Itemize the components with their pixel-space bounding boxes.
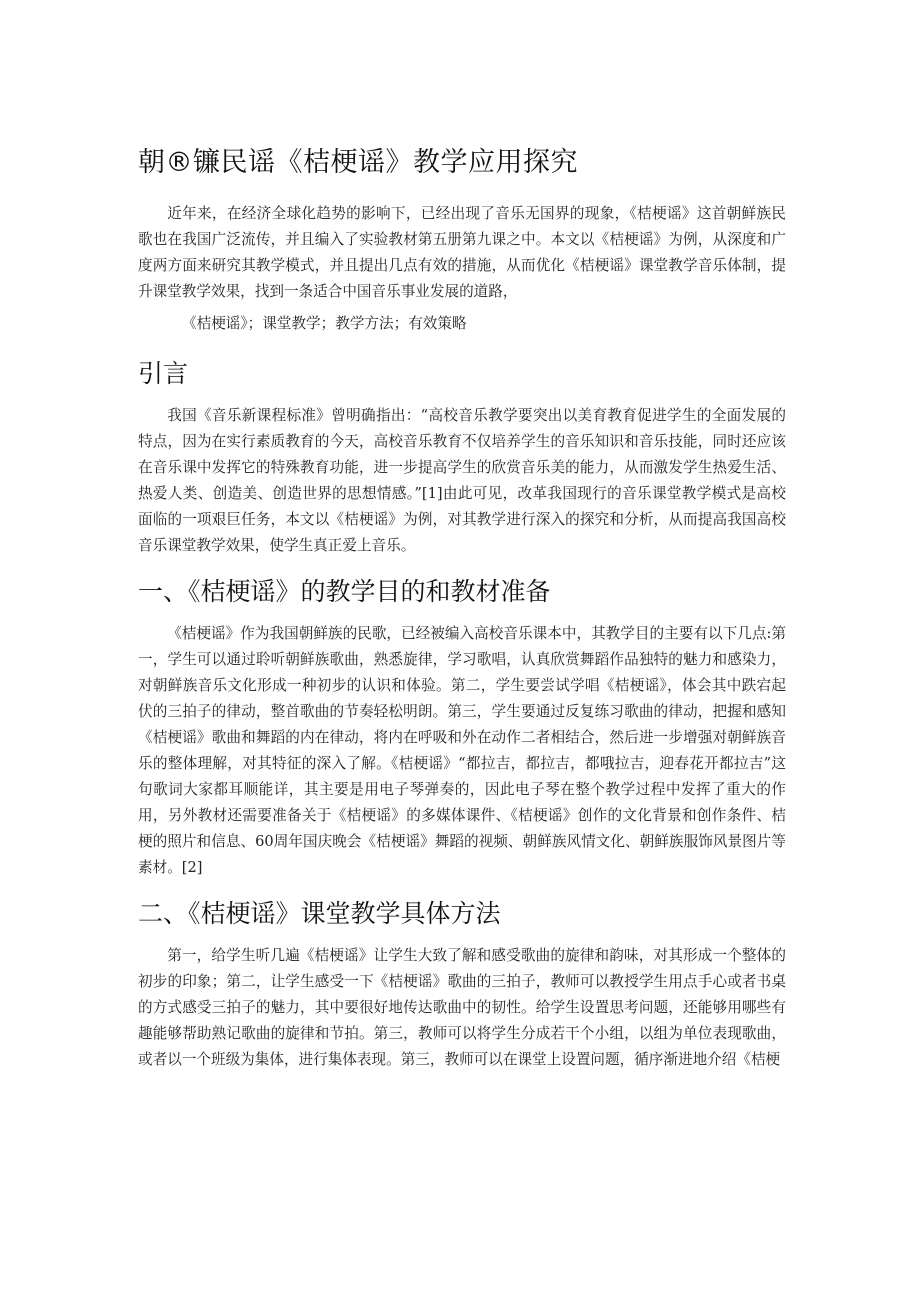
section-heading-1: 一、《桔梗谣》的教学目的和教材准备 (138, 577, 551, 606)
abstract-paragraph: 近年来，在经济全球化趋势的影响下，已经出现了音乐无国界的现象，《桔梗谣》这首朝鲜族民歌也在我国广泛流传，并且编入了实验教材第五册第九课之中。本文以《桔梗谣》为例，从深度和广度两方面来研究其教学模式，并且提出几点有效的措施，从而优化《桔梗谣》课堂教学音乐体制，提升课堂教学效果，找到一条适合中国音乐事业发展的道路， (138, 205, 786, 300)
document-content (138, 143, 786, 1073)
keywords-line: 《桔梗谣》；课堂教学；教学方法；有效策略 (182, 315, 467, 332)
document-title: 朝®镰民谣《桔梗谣》教学应用探究 (138, 147, 578, 178)
section-body-1: 《桔梗谣》作为我国朝鲜族的民歌，已经被编入高校音乐课本中，其教学目的主要有以下几点:第一，学生可以通过聆听朝鲜族歌曲，熟悉旋律，学习歌唱，认真欣赏舞蹈作品独特的魅力和感染力，对朝鲜族音乐文化形成一种初步的认识和体验。第二，学生要尝试学唱《桔梗谣》，体会其中跌宕起伏的三拍子的律动，整首歌曲的节奏轻松明朗。第三，学生要通过反复练习歌曲的律动，把握和感知《桔梗谣》歌曲和舞蹈的内在律动，将内在呼吸和外在动作二者相结合，然后进一步增强对朝鲜族音乐的整体理解，对其特征的深入了解。《桔梗谣》“都拉吉，都拉吉，都哦拉吉，迎春花开都拉吉”这句歌词大家都耳顺能详，其主要是用电子琴弹奏的，因此电子琴在整个教学过程中发挥了重大的作用，另外教材还需要准备关于《桔梗谣》的多媒体课件、《桔梗谣》创作的文化背景和创作条件、桔梗的照片和信息、60周年国庆晚会《桔梗谣》舞蹈的视频、朝鲜族风情文化、朝鲜族服饰风景图片等素材。[2] (138, 625, 786, 876)
section-heading-2: 二、《桔梗谣》课堂教学具体方法 (138, 899, 501, 928)
section-body-intro: 我国《音乐新课程标准》曾明确指出：“高校音乐教学要突出以美育教育促进学生的全面发展的特点，因为在实行素质教育的今天，高校音乐教育不仅培养学生的音乐知识和音乐技能，同时还应该在音乐课中发挥它的特殊教育功能，进一步提高学生的欣赏音乐美的能力，从而激发学生热爱生活、热爱人类、创造美、创造世界的思想情感。”[1]由此可见，改革我国现行的音乐课堂教学模式是高校面临的一项艰巨任务，本文以《桔梗谣》为例，对其教学进行深入的探究和分析，从而提高我国高校音乐课堂教学效果，使学生真正爱上音乐。 (138, 407, 786, 554)
section-body-2: 第一，给学生听几遍《桔梗谣》让学生大致了解和感受歌曲的旋律和韵味，对其形成一个整体的初步的印象；第二，让学生感受一下《桔梗谣》歌曲的三拍子，教师可以教授学生用点手心或者书桌的方式感受三拍子的魅力，其中要很好地传达歌曲中的韧性。给学生设置思考问题，还能够用哪些有趣能够帮助熟记歌曲的旋律和节拍。第三，教师可以将学生分成若干个小组，以组为单位表现歌曲，或者以一个班级为集体，进行集体表现。第三，教师可以在课堂上设置问题，循序渐进地介绍《桔梗 (138, 947, 786, 1068)
section-heading-intro: 引言 (138, 359, 189, 388)
